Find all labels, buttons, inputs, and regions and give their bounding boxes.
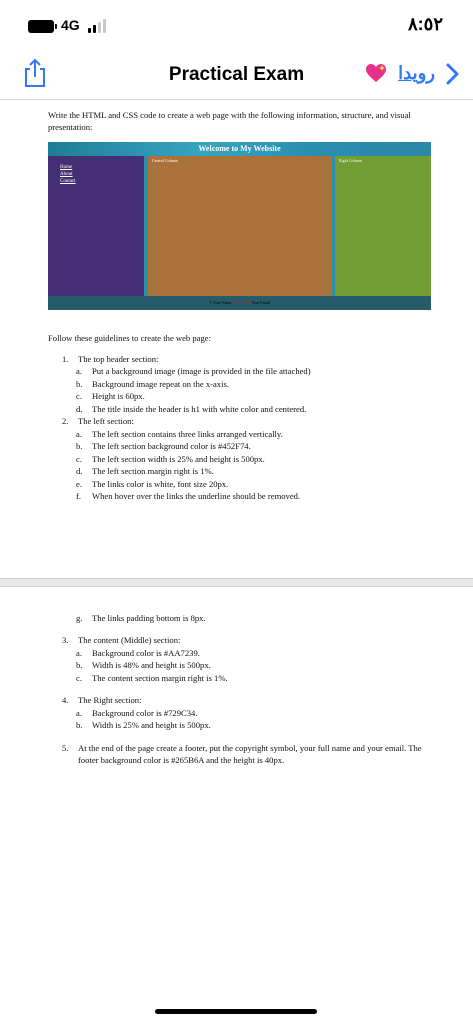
list-subitem: b. The left section background color is #452F74. — [76, 441, 251, 452]
list-subitem: c. Height is 60px. — [76, 391, 145, 402]
list-subitem: a. Background color is #AA7239. — [76, 647, 200, 658]
sample-website-image — [48, 142, 431, 310]
list-subitem: b. Background image repeat on the x-axis. — [76, 378, 229, 389]
sample-header — [48, 142, 431, 156]
sample-link-about: About — [60, 172, 73, 177]
sample-right-heading: Right Column — [339, 158, 362, 163]
list-subitem: a. Background color is #729C34. — [76, 707, 198, 718]
signal-strength-icon — [88, 19, 112, 33]
list-subitem: d. The title inside the header is h1 with white color and centered. — [76, 403, 307, 414]
list-subitem: e. The links color is white, font size 20px. — [76, 478, 229, 489]
list-subitem: g. The links padding bottom is 8px. — [76, 613, 206, 623]
battery-icon — [28, 20, 54, 33]
list-item: 4. The Right section: — [62, 695, 142, 706]
back-link[interactable]: رويدا — [398, 63, 435, 83]
sample-header-title: Welcome to My Website — [198, 144, 281, 153]
list-subitem: a. Put a background image (image is provided in the file attached) — [76, 366, 311, 377]
list-subitem: c. The left section width is 25% and height is 500px. — [76, 453, 265, 464]
page-separator — [0, 578, 473, 587]
list-subitem: d. The left section margin right is 1%. — [76, 466, 214, 477]
document-page-1[interactable] — [0, 101, 473, 578]
guidelines-list-1 — [62, 353, 442, 502]
list-subitem: b. Width is 48% and height is 500px. — [76, 660, 211, 671]
sample-footer-name: © Your Name — [209, 300, 232, 305]
list-item: 3. The content (Middle) section: — [62, 635, 181, 646]
chevron-right-icon — [445, 62, 461, 86]
list-subitem: f. When hover over the links the underline should be removed. — [76, 490, 301, 501]
guidelines-intro: Follow these guidelines to create the web page: — [48, 333, 211, 343]
sample-footer-email: Your Email — [232, 300, 251, 305]
list-item: 2. The left section: — [62, 416, 134, 427]
sample-footer — [48, 296, 431, 310]
sample-middle-section — [148, 156, 332, 296]
nav-bar — [0, 50, 473, 100]
forward-chevron-button[interactable] — [445, 62, 461, 86]
sample-footer-text — [48, 300, 431, 306]
list-item: 5. At the end of the page create a footer, put the copyright symbol, your full name and your email. The footer background color is #265B6A and the height is 40px. — [62, 742, 422, 766]
home-indicator[interactable] — [155, 1009, 317, 1014]
sample-middle-heading: Central Column — [152, 158, 178, 163]
sample-footer-email-label: Your Email — [251, 300, 270, 305]
list-subitem: c. The content section margin right is 1%. — [76, 672, 228, 683]
list-subitem: a. The left section contains three links arranged vertically. — [76, 428, 283, 439]
share-button[interactable] — [22, 58, 48, 88]
page-title: Practical Exam — [168, 64, 305, 85]
sample-left-section — [48, 156, 144, 296]
list-item: 1. The top header section: — [62, 354, 159, 364]
sample-link-contact: Contact — [60, 179, 76, 184]
share-icon — [22, 58, 48, 88]
list-subitem: b. Width is 25% and height is 500px. — [76, 720, 211, 731]
guidelines-list-2 — [62, 612, 442, 767]
sample-right-section — [335, 156, 431, 296]
document-page-2[interactable] — [0, 590, 473, 1010]
heart-emoji-icon — [365, 62, 387, 84]
status-bar — [0, 0, 473, 50]
network-type: 4G — [61, 17, 80, 33]
sample-link-home: Home — [60, 165, 73, 170]
clock: ٨:٥٢ — [408, 14, 443, 34]
intro-text: Write the HTML and CSS code to create a web page with the following information, structure, and visual presentation: — [48, 110, 411, 133]
